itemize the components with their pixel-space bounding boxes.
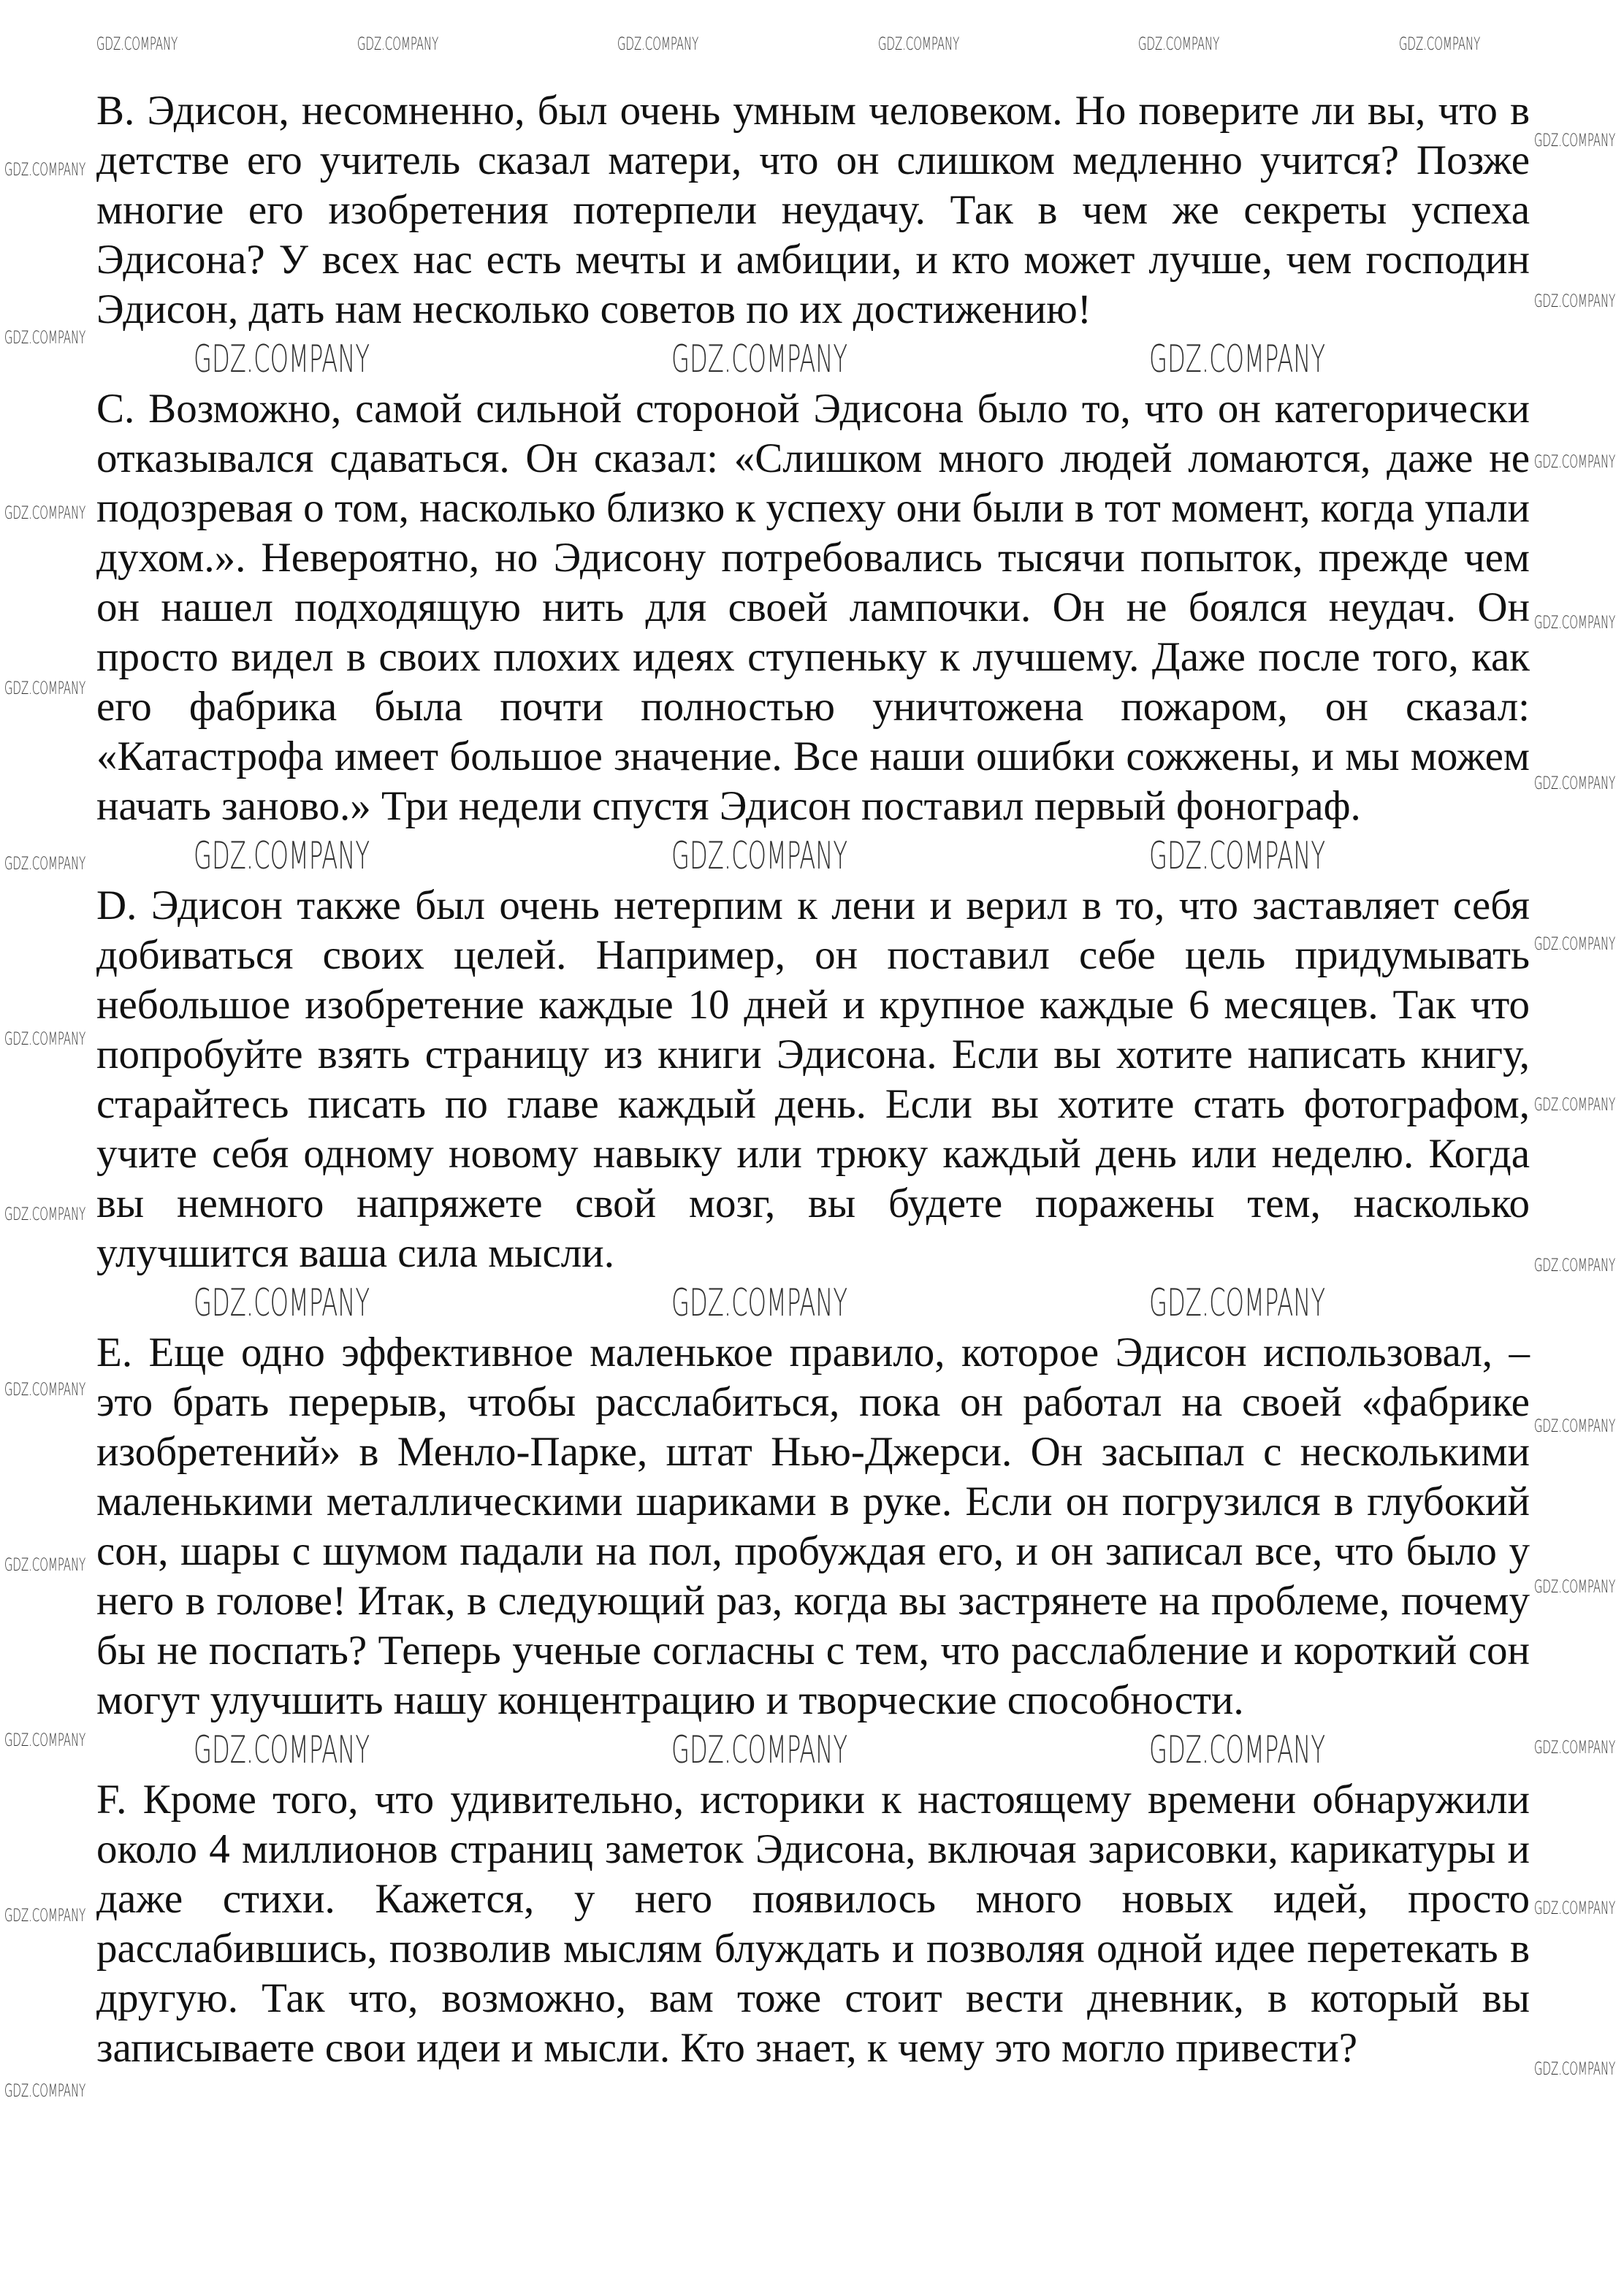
watermark: GDZ.COMPANY bbox=[1398, 34, 1480, 54]
watermark: GDZ.COMPANY bbox=[1534, 1094, 1616, 1115]
watermark: GDZ.COMPANY bbox=[617, 34, 699, 54]
watermark: GDZ.COMPANY bbox=[1148, 1728, 1325, 1772]
watermark: GDZ.COMPANY bbox=[1534, 1255, 1616, 1275]
watermark: GDZ.COMPANY bbox=[1534, 1576, 1616, 1597]
watermark: GDZ.COMPANY bbox=[4, 1379, 86, 1400]
watermark: GDZ.COMPANY bbox=[1534, 451, 1616, 472]
watermark-row bbox=[96, 1725, 1530, 1775]
watermark: GDZ.COMPANY bbox=[671, 834, 847, 878]
watermark: GDZ.COMPANY bbox=[4, 853, 86, 874]
watermark: GDZ.COMPANY bbox=[193, 1728, 370, 1772]
watermark: GDZ.COMPANY bbox=[1148, 337, 1325, 381]
watermark: GDZ.COMPANY bbox=[4, 1029, 86, 1049]
watermark: GDZ.COMPANY bbox=[193, 1281, 370, 1325]
watermark: GDZ.COMPANY bbox=[4, 1204, 86, 1224]
watermark: GDZ.COMPANY bbox=[1148, 834, 1325, 878]
watermark: GDZ.COMPANY bbox=[4, 2080, 86, 2101]
paragraph-d: D. Эдисон также был очень нетерпим к лени и верил в то, что заставляет себя добиваться своих целей. Например, он поставил себе цель придумывать небольшое изобретение каждые 10 дней и крупное каждые 6 месяцев. Так что попробуйте взять страницу из книги Эдисона. Если вы хотите написать книгу, старайтесь писать по главе каждый день. Если вы хотите стать фотографом, учите себя одному новому навыку или трюку каждый день или неделю. Когда вы немного напряжете свой мозг, вы будете поражены тем, насколько улучшится ваша сила мысли. bbox=[96, 882, 1530, 1276]
watermark-row bbox=[96, 335, 1530, 384]
watermark: GDZ.COMPANY bbox=[1534, 1416, 1616, 1436]
watermark: GDZ.COMPANY bbox=[1138, 34, 1220, 54]
watermark: GDZ.COMPANY bbox=[96, 34, 178, 54]
watermark: GDZ.COMPANY bbox=[1534, 130, 1616, 150]
watermark: GDZ.COMPANY bbox=[1534, 1737, 1616, 1758]
watermark: GDZ.COMPANY bbox=[4, 678, 86, 698]
watermark: GDZ.COMPANY bbox=[1534, 291, 1616, 311]
watermark: GDZ.COMPANY bbox=[1534, 612, 1616, 633]
watermark: GDZ.COMPANY bbox=[357, 34, 438, 54]
watermark: GDZ.COMPANY bbox=[877, 34, 959, 54]
watermark: GDZ.COMPANY bbox=[1148, 1281, 1325, 1325]
paragraph-b: B. Эдисон, несомненно, был очень умным человеком. Но поверите ли вы, что в детстве его учитель сказал матери, что он слишком медленно учится? Позже многие его изобретения потерпели неудачу. Так в чем же секреты успеха Эдисона? У всех нас есть мечты и амбиции, и кто может лучше, чем господин Эдисон, дать нам несколько советов по их достижению! bbox=[96, 88, 1530, 332]
watermark: GDZ.COMPANY bbox=[193, 337, 370, 381]
watermark: GDZ.COMPANY bbox=[671, 1728, 847, 1772]
watermark: GDZ.COMPANY bbox=[671, 337, 847, 381]
watermark: GDZ.COMPANY bbox=[4, 503, 86, 523]
watermark: GDZ.COMPANY bbox=[4, 159, 86, 180]
watermark: GDZ.COMPANY bbox=[4, 1730, 86, 1750]
watermark: GDZ.COMPANY bbox=[1534, 773, 1616, 793]
paragraph-f: F. Кроме того, что удивительно, историки к настоящему времени обнаружили около 4 миллионов страниц заметок Эдисона, включая зарисовки, карикатуры и даже стихи. Кажется, у него появилось много новых идей, просто расслабившись, позволив мыслям блуждать и позволяя одной идее перетекать в другую. Так что, возможно, вам тоже стоит вести дневник, в который вы записываете свои идеи и мысли. Кто знает, к чему это могло привести? bbox=[96, 1777, 1530, 2071]
paragraph-e: E. Еще одно эффективное маленькое правило, которое Эдисон использовал, – это брать перерыв, чтобы расслабиться, пока он работал на своей «фабрике изобретений» в Менло-Парке, штат Нью-Джерси. Он засыпал с несколькими маленькими металлическими шариками в руке. Если он погрузился в глубокий сон, шары с шумом падали на пол, пробуждая его, и он записал все, что было у него в голове! Итак, в следующий раз, когда вы застрянете на проблеме, почему бы не поспать? Теперь ученые согласны с тем, что расслабление и короткий сон могут улучшить нашу концентрацию и творческие способности. bbox=[96, 1329, 1530, 1723]
watermark: GDZ.COMPANY bbox=[4, 327, 86, 348]
watermark-row bbox=[96, 1278, 1530, 1328]
watermark: GDZ.COMPANY bbox=[1534, 1898, 1616, 1918]
watermark-row bbox=[96, 831, 1530, 881]
watermark: GDZ.COMPANY bbox=[193, 834, 370, 878]
watermark-row-top bbox=[96, 29, 1530, 58]
watermark: GDZ.COMPANY bbox=[4, 1554, 86, 1575]
document-body bbox=[96, 86, 1530, 2073]
watermark: GDZ.COMPANY bbox=[1534, 934, 1616, 954]
paragraph-c: C. Возможно, самой сильной стороной Эдисона было то, что он категорически отказывался сдаваться. Он сказал: «Слишком много людей ломаются, даже не подозревая о том, насколько близко к успеху они были в тот момент, когда упали духом.». Невероятно, но Эдисону потребовались тысячи попыток, прежде чем он нашел подходящую нить для своей лампочки. Он не боялся неудач. Он просто видел в своих плохих идеях ступеньку к лучшему. Даже после того, как его фабрика была почти полностью уничтожена пожаром, он сказал: «Катастрофа имеет большое значение. Все наши ошибки сожжены, и мы можем начать заново.» Три недели спустя Эдисон поставил первый фонограф. bbox=[96, 386, 1530, 829]
watermark: GDZ.COMPANY bbox=[4, 1905, 86, 1926]
watermark: GDZ.COMPANY bbox=[671, 1281, 847, 1325]
watermark: GDZ.COMPANY bbox=[1534, 2059, 1616, 2079]
